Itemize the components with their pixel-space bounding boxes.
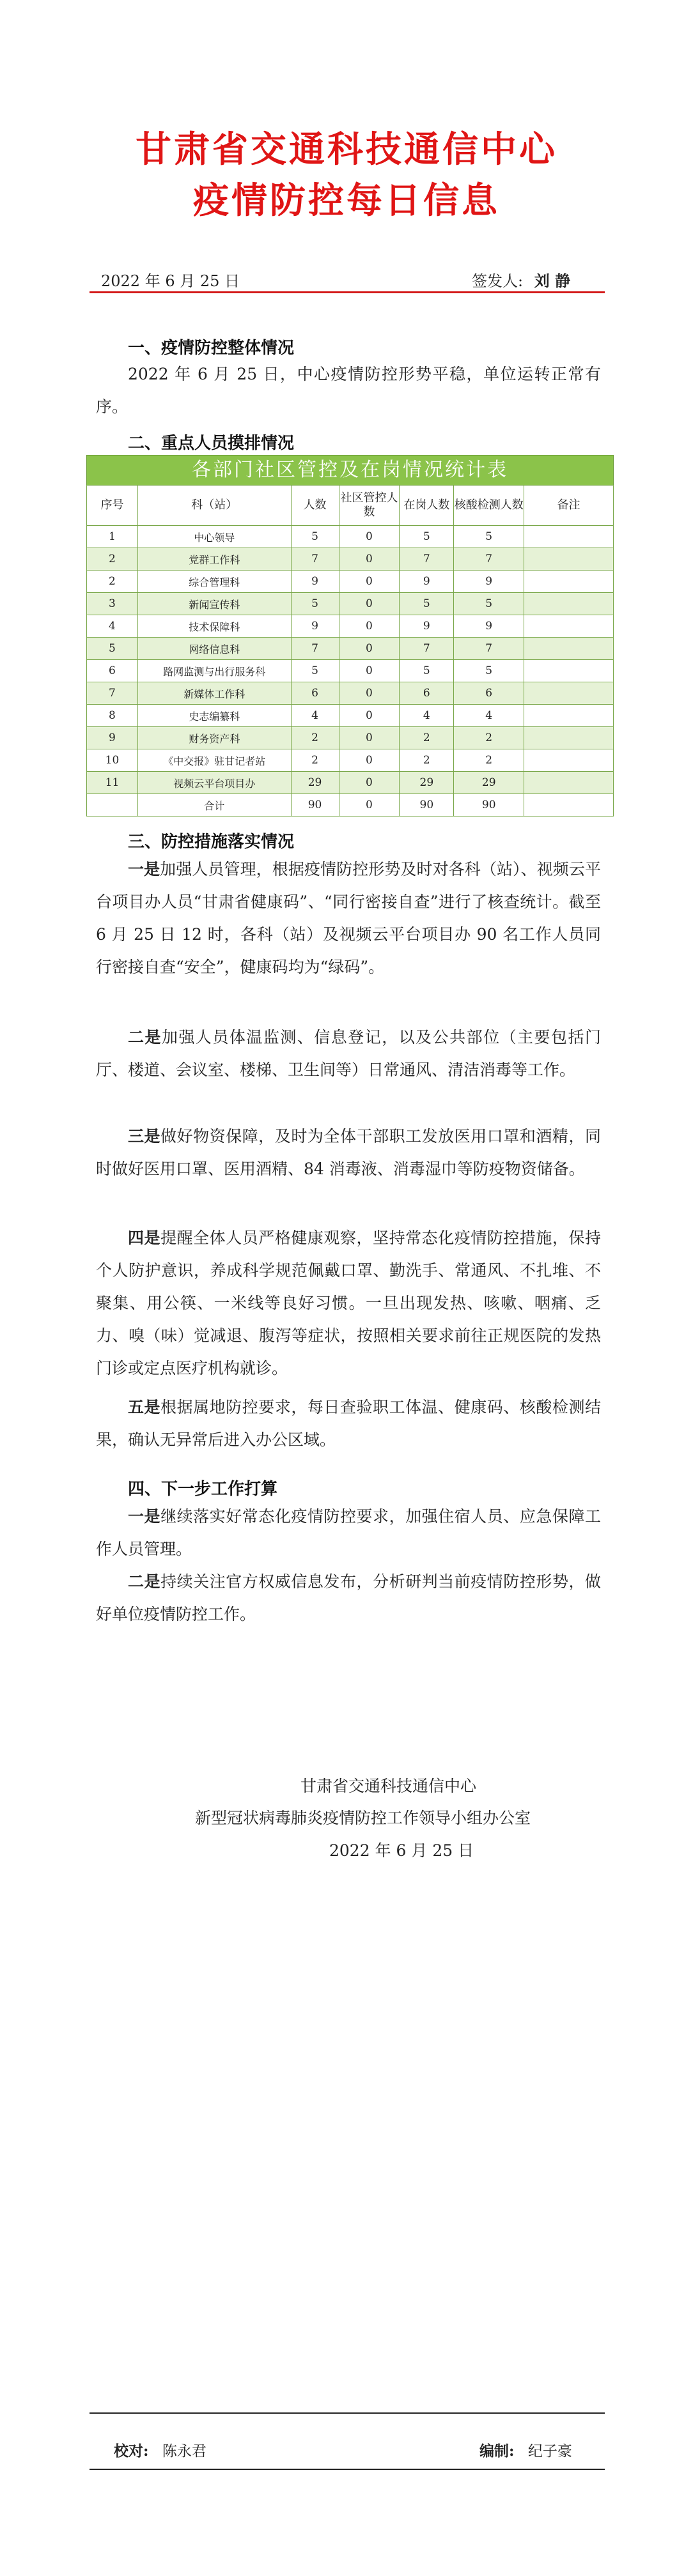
table-cell: 0 xyxy=(339,593,400,615)
table-row xyxy=(87,638,614,660)
para-text: 提醒全体人员严格健康观察，坚持常态化疫情防控措施，保持个人防护意识，养成科学规范佩戴口罩、勤洗手、常通风、不扎堆、不聚集、用公筷、一米线等良好习惯。一旦出现发热、咳嗽、咽痛、乏力、嗅（味）觉减退、腹泻等症状，按照相关要求前往正规医院的发热门诊或定点医疗机构就诊。 xyxy=(96,1229,601,1377)
table-cell: 7 xyxy=(454,548,524,571)
table-cell: 2 xyxy=(400,749,454,772)
table-cell: 5 xyxy=(454,660,524,682)
table-cell: 《中交报》驻甘记者站 xyxy=(137,749,291,772)
footer-editor xyxy=(479,2439,572,2460)
table-row xyxy=(87,682,614,705)
table-cell: 8 xyxy=(87,705,138,727)
table-cell: 7 xyxy=(291,638,339,660)
signature-org: 甘肃省交通科技通信中心 xyxy=(300,1777,477,1795)
para-lead: 一是 xyxy=(128,860,160,878)
staff-stat-table xyxy=(86,455,614,816)
signature-date: 2022 年 6 月 25 日 xyxy=(329,1841,474,1860)
table-cell: 0 xyxy=(339,615,400,638)
signer-label: 签发人: xyxy=(472,272,524,290)
table-row xyxy=(87,705,614,727)
para-text: 加强人员体温监测、信息登记，以及公共部位（主要包括门厅、楼道、会议室、楼梯、卫生间等）日常通风、清洁消毒等工作。 xyxy=(96,1028,601,1079)
table-cell: 3 xyxy=(87,593,138,615)
col-header: 人数 xyxy=(291,486,339,526)
col-header: 序号 xyxy=(87,486,138,526)
section1-text: 2022 年 6 月 25 日，中心疫情防控形势平稳，单位运转正常有序。 xyxy=(96,365,601,416)
table-cell: 29 xyxy=(400,772,454,794)
table-cell: 中心领导 xyxy=(137,526,291,548)
table-cell: 5 xyxy=(454,593,524,615)
section3-para3 xyxy=(96,1120,601,1185)
table-total-row xyxy=(87,794,614,816)
table-cell: 0 xyxy=(339,526,400,548)
para-lead: 五是 xyxy=(128,1398,161,1416)
table-cell: 4 xyxy=(87,615,138,638)
table-cell: 综合管理科 xyxy=(137,571,291,593)
table-cell: 5 xyxy=(400,660,454,682)
table-cell: 2 xyxy=(87,571,138,593)
doc-title-line2: 疫情防控每日信息 xyxy=(193,180,500,222)
table-cell: 党群工作科 xyxy=(137,548,291,571)
signer-name: 刘 静 xyxy=(534,272,571,290)
doc-title-line1: 甘肃省交通科技通信中心 xyxy=(136,128,557,171)
col-header: 在岗人数 xyxy=(400,486,454,526)
table-cell: 9 xyxy=(291,615,339,638)
table-row xyxy=(87,660,614,682)
table-cell: 9 xyxy=(454,615,524,638)
para-lead: 二是 xyxy=(128,1572,161,1591)
table-cell: 6 xyxy=(291,682,339,705)
table-cell xyxy=(524,682,614,705)
table-cell: 7 xyxy=(454,638,524,660)
table-cell: 90 xyxy=(291,794,339,816)
table-cell: 新媒体工作科 xyxy=(137,682,291,705)
editor-name: 纪子豪 xyxy=(527,2443,572,2460)
table-row xyxy=(87,772,614,794)
table-row xyxy=(87,571,614,593)
table-cell xyxy=(524,615,614,638)
table-cell: 0 xyxy=(339,794,400,816)
issue-date: 2022 年 6 月 25 日 xyxy=(101,272,240,290)
table-cell: 0 xyxy=(339,749,400,772)
section3-heading: 三、防控措施落实情况 xyxy=(128,832,295,852)
table-cell: 2 xyxy=(87,548,138,571)
table-cell: 0 xyxy=(339,571,400,593)
table-cell: 财务资产科 xyxy=(137,727,291,749)
section2-heading: 二、重点人员摸排情况 xyxy=(128,434,295,453)
table-cell xyxy=(524,705,614,727)
table-cell: 0 xyxy=(339,548,400,571)
table-cell: 2 xyxy=(291,727,339,749)
table-cell: 网络信息科 xyxy=(137,638,291,660)
footer-bottom-rule xyxy=(90,2469,605,2470)
table-cell: 6 xyxy=(87,660,138,682)
table-header-row xyxy=(87,486,614,526)
section3-para4 xyxy=(96,1222,601,1384)
para-lead: 三是 xyxy=(128,1127,161,1146)
col-header: 科（站） xyxy=(137,486,291,526)
table-cell: 11 xyxy=(87,772,138,794)
para-lead: 二是 xyxy=(128,1028,162,1046)
table-cell: 路网监测与出行服务科 xyxy=(137,660,291,682)
table-cell xyxy=(524,749,614,772)
table-cell: 0 xyxy=(339,727,400,749)
table-cell: 0 xyxy=(339,772,400,794)
signature-office: 新型冠状病毒肺炎疫情防控工作领导小组办公室 xyxy=(195,1809,531,1827)
table-cell xyxy=(524,548,614,571)
table-cell xyxy=(524,772,614,794)
table-cell: 史志编纂科 xyxy=(137,705,291,727)
proofread-name: 陈永君 xyxy=(162,2443,206,2460)
table-cell: 29 xyxy=(291,772,339,794)
section3-para1 xyxy=(96,853,601,983)
table-cell: 4 xyxy=(454,705,524,727)
table-cell: 0 xyxy=(339,638,400,660)
table-cell xyxy=(524,593,614,615)
section3-para5 xyxy=(96,1391,601,1456)
table-cell: 9 xyxy=(454,571,524,593)
table-cell: 5 xyxy=(291,593,339,615)
table-caption: 各部门社区管控及在岗情况统计表 xyxy=(86,455,614,485)
table-row xyxy=(87,526,614,548)
table-cell: 新闻宣传科 xyxy=(137,593,291,615)
table-cell: 0 xyxy=(339,705,400,727)
table-cell xyxy=(524,660,614,682)
table-cell: 6 xyxy=(400,682,454,705)
table-cell: 9 xyxy=(400,615,454,638)
table-cell: 7 xyxy=(400,548,454,571)
signer xyxy=(472,268,570,291)
table-cell: 29 xyxy=(454,772,524,794)
section4-heading: 四、下一步工作打算 xyxy=(128,1480,278,1499)
table-cell: 1 xyxy=(87,526,138,548)
para-text: 持续关注官方权威信息发布，分析研判当前疫情防控形势，做好单位疫情防控工作。 xyxy=(96,1572,601,1623)
table-row xyxy=(87,727,614,749)
section3-para2 xyxy=(96,1021,601,1086)
table-cell xyxy=(524,638,614,660)
col-header: 核酸检测人数 xyxy=(454,486,524,526)
proofread-label: 校对: xyxy=(114,2442,149,2460)
table-cell: 技术保障科 xyxy=(137,615,291,638)
table-cell: 7 xyxy=(400,638,454,660)
header-divider xyxy=(90,291,605,293)
table-cell: 5 xyxy=(87,638,138,660)
table-cell: 2 xyxy=(454,727,524,749)
table-cell: 2 xyxy=(291,749,339,772)
col-header: 备注 xyxy=(524,486,614,526)
table-cell: 6 xyxy=(454,682,524,705)
table-cell: 90 xyxy=(454,794,524,816)
table-cell: 2 xyxy=(454,749,524,772)
col-header: 社区管控人数 xyxy=(339,486,400,526)
table-cell: 9 xyxy=(400,571,454,593)
table-cell xyxy=(524,794,614,816)
table-row xyxy=(87,548,614,571)
table-cell: 5 xyxy=(291,660,339,682)
table-cell: 视频云平台项目办 xyxy=(137,772,291,794)
table-cell: 7 xyxy=(291,548,339,571)
table-cell: 7 xyxy=(87,682,138,705)
table-cell: 10 xyxy=(87,749,138,772)
table-cell: 合计 xyxy=(137,794,291,816)
table-cell: 4 xyxy=(291,705,339,727)
table-row xyxy=(87,593,614,615)
section4-para2 xyxy=(96,1565,601,1630)
table-row xyxy=(87,749,614,772)
table-cell xyxy=(524,526,614,548)
editor-label: 编制: xyxy=(479,2442,515,2460)
para-lead: 四是 xyxy=(128,1229,161,1247)
table-cell: 2 xyxy=(400,727,454,749)
table-cell: 9 xyxy=(87,727,138,749)
table-cell: 0 xyxy=(339,660,400,682)
para-text: 做好物资保障，及时为全体干部职工发放医用口罩和酒精，同时做好医用口罩、医用酒精、84 消毒液、消毒湿巾等防疫物资储备。 xyxy=(96,1127,601,1178)
table-cell xyxy=(87,794,138,816)
para-text: 加强人员管理，根据疫情防控形势及时对各科（站）、视频云平台项目办人员“甘肃省健康码”、“同行密接自查”进行了核查统计。截至 6 月 25 日 12 时，各科（站）及视频云平台项目办 90 名工作人员同行密接自查“安全”，健康码均为“绿码”。 xyxy=(96,860,601,976)
table-cell: 5 xyxy=(400,593,454,615)
para-lead: 一是 xyxy=(128,1507,161,1526)
para-text: 继续落实好常态化疫情防控要求，加强住宿人员、应急保障工作人员管理。 xyxy=(96,1507,601,1558)
table-cell: 9 xyxy=(291,571,339,593)
table-cell xyxy=(524,571,614,593)
table-cell xyxy=(524,727,614,749)
table-cell: 5 xyxy=(400,526,454,548)
table-cell: 4 xyxy=(400,705,454,727)
para-text: 根据属地防控要求，每日查验职工体温、健康码、核酸检测结果，确认无异常后进入办公区域。 xyxy=(96,1398,601,1449)
table-cell: 5 xyxy=(454,526,524,548)
footer-proofread xyxy=(114,2439,206,2460)
table-cell: 5 xyxy=(291,526,339,548)
table-cell: 90 xyxy=(400,794,454,816)
table-row xyxy=(87,615,614,638)
footer-top-rule xyxy=(90,2412,605,2414)
section1-heading: 一、疫情防控整体情况 xyxy=(128,339,295,358)
table-cell: 0 xyxy=(339,682,400,705)
section4-para1 xyxy=(96,1500,601,1565)
